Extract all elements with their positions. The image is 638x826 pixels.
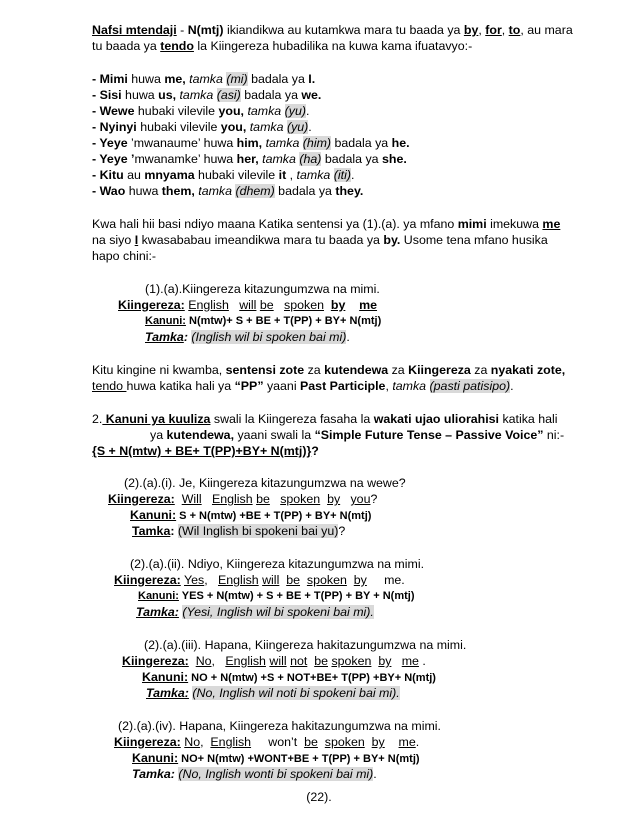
text: za bbox=[304, 363, 325, 377]
english-word: Will bbox=[181, 492, 202, 506]
pronoun-item bbox=[92, 88, 321, 103]
text: , bbox=[478, 23, 486, 37]
text: badala ya bbox=[321, 152, 383, 166]
example-kiingereza-line: Kiingereza: No, English won’t be spoken by me. bbox=[114, 735, 420, 749]
example-tamka-line: Tamka: (Wil Inglish bi spokeni bai yu)? bbox=[132, 524, 346, 538]
text: ni:- bbox=[543, 428, 565, 442]
english-word: Yes bbox=[184, 573, 205, 587]
text: . bbox=[350, 168, 355, 182]
pronunciation: (yu) bbox=[286, 120, 309, 134]
term: “PP” bbox=[234, 379, 264, 393]
kanuni-formula: NO+ N(mtw) +WONT+BE + T(PP) + BY+ N(mtj) bbox=[178, 753, 420, 765]
english-word: English bbox=[210, 735, 252, 749]
kanuni-label: Kanuni: bbox=[138, 590, 179, 602]
text: huwa bbox=[125, 184, 162, 198]
english-word: be bbox=[259, 298, 274, 312]
pronoun: - Yeye bbox=[92, 136, 128, 150]
english-word: will bbox=[262, 573, 280, 587]
kanuni-label: Kanuni: bbox=[130, 508, 177, 522]
object-pronoun: you, bbox=[218, 104, 244, 118]
text: badala ya bbox=[247, 72, 309, 86]
tamka-word: tamka bbox=[296, 168, 331, 182]
object-pronoun: them, bbox=[161, 184, 195, 198]
pronunciation: (Inglish wil bi spoken bai mi) bbox=[191, 330, 347, 344]
text: . bbox=[510, 379, 514, 393]
text: za bbox=[388, 363, 409, 377]
term-nafsi-mtendaji: Nafsi mtendaji bbox=[92, 23, 177, 37]
pronoun: - Mimi bbox=[92, 72, 128, 86]
text: 2. bbox=[92, 412, 103, 426]
text: badala ya bbox=[240, 88, 302, 102]
tamka-word: tamka bbox=[179, 88, 214, 102]
text: Kwa hali hii basi ndiyo maana Katika sentensi ya (1).(a). ya mfano bbox=[92, 217, 458, 231]
english-word: be bbox=[314, 654, 328, 668]
text: ? bbox=[338, 524, 346, 538]
example-sentence: (2).(a).(iii). Hapana, Kiingereza hakitazungumzwa na mimi. bbox=[144, 638, 467, 652]
term: wakati ujao uliorahisi bbox=[373, 412, 500, 426]
subject-pronoun: they. bbox=[335, 184, 364, 198]
english-word: by bbox=[371, 735, 385, 749]
example-tamka-line bbox=[136, 605, 374, 620]
pronunciation: (Yesi, Inglish wil bi spokeni bai mi). bbox=[182, 605, 374, 619]
kanuni-formula: YES + N(mtw) + S + BE + T(PP) + BY + N(mtj) bbox=[178, 590, 415, 602]
paragraph-line bbox=[92, 412, 558, 427]
english-word: by bbox=[327, 492, 341, 506]
text: badala ya bbox=[274, 184, 336, 198]
pronunciation: (Wil Inglish bi spokeni bai yu) bbox=[177, 524, 339, 538]
word-to: to bbox=[508, 23, 521, 37]
pronunciation: (mi) bbox=[226, 72, 248, 86]
pronunciation: (No, Inglish wil noti bi spokeni bai mi). bbox=[192, 686, 400, 700]
text: au bbox=[123, 168, 145, 182]
example-kiingereza-line: Kiingereza: No, English will not be spoken by me . bbox=[122, 654, 426, 668]
example-kiingereza-line: Kiingereza: Yes, English will be spoken by me. bbox=[114, 573, 405, 587]
example-kanuni-line bbox=[130, 508, 371, 524]
example-tamka-line: Tamka: (Inglish wil bi spoken bai mi). bbox=[145, 330, 350, 344]
text: ya bbox=[150, 428, 167, 442]
english-word: spoken bbox=[280, 492, 321, 506]
pronoun-item bbox=[92, 184, 363, 199]
tamka-word: tamka bbox=[262, 152, 296, 166]
word-tendo: tendo bbox=[160, 39, 194, 53]
term: kutendewa, bbox=[166, 428, 235, 442]
word-by: by. bbox=[383, 233, 401, 247]
example-kanuni-line bbox=[138, 589, 415, 604]
text: tu baada ya bbox=[92, 39, 161, 53]
english-word: by bbox=[378, 654, 392, 668]
term: Kanuni ya kuuliza bbox=[102, 412, 211, 426]
kanuni-label: Kanuni: bbox=[132, 751, 179, 765]
subject-pronoun: I. bbox=[308, 72, 316, 86]
intro-line-1 bbox=[92, 23, 573, 38]
word-me: me bbox=[542, 217, 561, 231]
english-word: me bbox=[401, 654, 419, 668]
example-kanuni-line bbox=[132, 751, 420, 767]
term: “Simple Future Tense – Passive Voice” bbox=[314, 428, 544, 442]
text: hubaki vilevile bbox=[194, 168, 279, 182]
term-nmtj: N(mtj) bbox=[187, 23, 224, 37]
text: kwasababau imeandikwa mara tu baada ya bbox=[138, 233, 384, 247]
text: mwanamke’ huwa bbox=[134, 152, 237, 166]
text: hubaki vilevile bbox=[134, 104, 219, 118]
english-word: me bbox=[398, 735, 416, 749]
kiingereza-label: Kiingereza: bbox=[118, 298, 185, 312]
text: katika hali bbox=[499, 412, 558, 426]
text: Kitu kingine ni kwamba, bbox=[92, 363, 226, 377]
kanuni-formula: NO + N(mtw) +S + NOT+BE+ T(PP) +BY+ N(mtj) bbox=[188, 672, 436, 684]
english-word: English bbox=[218, 573, 259, 587]
example-kanuni-line bbox=[142, 670, 436, 686]
english-word: by bbox=[353, 573, 367, 587]
tamka-word: tamka bbox=[249, 120, 284, 134]
subject-pronoun: she. bbox=[382, 152, 407, 166]
word-by: by bbox=[463, 23, 479, 37]
example-sentence: (2).(a).(iv). Hapana, Kiingereza hakitazungumzwa na mimi. bbox=[118, 719, 441, 733]
english-word: will bbox=[269, 654, 287, 668]
pronunciation: (pasti patisipo) bbox=[429, 379, 511, 393]
pronoun-item bbox=[92, 72, 315, 87]
text: ? bbox=[311, 444, 319, 458]
text: hubaki vilevile bbox=[136, 120, 221, 134]
kanuni-formula: S + N(mtw) +BE + T(PP) + BY+ N(mtj) bbox=[176, 510, 372, 522]
term: Kiingereza bbox=[408, 363, 471, 377]
english-word: English bbox=[188, 298, 229, 312]
tamka-word: tamka bbox=[189, 72, 223, 86]
tamka-label: Tamka: bbox=[132, 767, 175, 781]
paragraph-line bbox=[92, 363, 565, 378]
text: swali la Kiingereza fasaha la bbox=[210, 412, 374, 426]
english-word: be bbox=[286, 573, 301, 587]
paragraph-line bbox=[92, 217, 560, 232]
tamka-label: Tamka: bbox=[146, 686, 189, 700]
pronunciation: (iti) bbox=[333, 168, 351, 182]
term: kutendewa bbox=[324, 363, 389, 377]
pronoun-item bbox=[92, 168, 354, 183]
english-word: English bbox=[225, 654, 266, 668]
english-word: me bbox=[359, 298, 378, 312]
text: , au mara bbox=[520, 23, 573, 37]
text: ’mwanaume’ huwa bbox=[127, 136, 237, 150]
text: na siyo bbox=[92, 233, 135, 247]
example-kanuni-line bbox=[145, 314, 381, 329]
english-word: by bbox=[330, 298, 346, 312]
word-for: for bbox=[485, 23, 502, 37]
subject-pronoun: he. bbox=[391, 136, 410, 150]
pronunciation: (No, Inglish wonti bi spokeni bai mi) bbox=[178, 767, 374, 781]
example-kiingereza-line bbox=[108, 492, 377, 507]
paragraph-line: hapo chini:- bbox=[92, 249, 157, 263]
tamka-word: tamka bbox=[198, 184, 233, 198]
term: nyakati zote, bbox=[490, 363, 566, 377]
pronunciation: (dhem) bbox=[235, 184, 275, 198]
pronoun: - Yeye ’ bbox=[92, 152, 135, 166]
english-word: not bbox=[290, 654, 308, 668]
pronunciation: (him) bbox=[302, 136, 332, 150]
pronunciation: (asi) bbox=[216, 88, 241, 102]
pronoun: mnyama bbox=[144, 168, 195, 182]
text: . bbox=[305, 104, 310, 118]
object-pronoun: him, bbox=[236, 136, 263, 150]
text: imekuwa bbox=[486, 217, 543, 231]
text: - bbox=[176, 23, 188, 37]
pronunciation: (ha) bbox=[299, 152, 322, 166]
pronoun-item bbox=[92, 120, 312, 135]
word-tendo: tendo bbox=[92, 379, 127, 393]
text: , bbox=[286, 168, 297, 182]
text: . bbox=[308, 120, 312, 134]
english-word: spoken bbox=[306, 573, 347, 587]
tamka-label: Tamka bbox=[145, 330, 184, 344]
pronoun: - Wewe bbox=[92, 104, 135, 118]
object-pronoun: us, bbox=[158, 88, 177, 102]
english-word: be bbox=[256, 492, 270, 506]
text: , bbox=[501, 23, 509, 37]
pronoun-item bbox=[92, 152, 407, 167]
text: la Kiingereza hubadilika na kuwa kama ifuatavyo:- bbox=[193, 39, 473, 53]
english-word: will bbox=[239, 298, 257, 312]
english-word: spoken bbox=[324, 735, 365, 749]
english-word: No bbox=[195, 654, 212, 668]
tamka-label: Tamka bbox=[132, 524, 171, 538]
english-word: be bbox=[304, 735, 318, 749]
pronoun-item bbox=[92, 104, 309, 119]
kiingereza-label: Kiingereza: bbox=[114, 735, 181, 749]
tamka-word: tamka bbox=[392, 379, 427, 393]
object-pronoun: you, bbox=[220, 120, 247, 134]
text: , bbox=[385, 379, 393, 393]
example-sentence: (2).(a).(i). Je, Kiingereza kitazungumzwa na wewe? bbox=[124, 476, 406, 490]
example-kiingereza-line bbox=[118, 298, 377, 313]
text: huwa bbox=[121, 88, 159, 102]
english-word: you bbox=[350, 492, 371, 506]
text: yaani swali la bbox=[234, 428, 315, 442]
kanuni-formula: N(mtw)+ S + BE + T(PP) + BY+ N(mtj) bbox=[185, 315, 382, 327]
english-word: won’t bbox=[268, 735, 298, 749]
paragraph-line bbox=[150, 428, 564, 443]
kanuni-label: Kanuni: bbox=[145, 315, 186, 327]
pronoun: - Wao bbox=[92, 184, 126, 198]
english-word: No bbox=[184, 735, 201, 749]
tamka-word: tamka bbox=[265, 136, 300, 150]
example-sentence: (1).(a).Kiingereza kitazungumzwa na mimi. bbox=[145, 282, 380, 296]
term: Past Participle bbox=[300, 379, 386, 393]
formula-line bbox=[92, 444, 319, 459]
word-i: I bbox=[134, 233, 139, 247]
pronoun: - Nyinyi bbox=[92, 120, 137, 134]
english-word: English bbox=[211, 492, 253, 506]
pronoun: - Kitu bbox=[92, 168, 124, 182]
word-mimi: mimi bbox=[457, 217, 487, 231]
text: badala ya bbox=[331, 136, 392, 150]
kiingereza-label: Kiingereza: bbox=[108, 492, 175, 506]
text: huwa bbox=[127, 72, 165, 86]
text: yaani bbox=[263, 379, 301, 393]
example-tamka-line: Tamka: (No, Inglish wonti bi spokeni bai mi). bbox=[132, 767, 377, 781]
kanuni-label: Kanuni: bbox=[142, 670, 189, 684]
object-pronoun: her, bbox=[236, 152, 259, 166]
kiingereza-label: Kiingereza: bbox=[114, 573, 181, 587]
text: za bbox=[470, 363, 491, 377]
object-pronoun: it bbox=[278, 168, 287, 182]
pronunciation: (yu) bbox=[284, 104, 306, 118]
subject-pronoun: we. bbox=[301, 88, 322, 102]
formula: {S + N(mtw) + BE+ T(PP)+BY+ N(mtj)} bbox=[92, 444, 312, 458]
pronoun: - Sisi bbox=[92, 88, 122, 102]
kiingereza-label: Kiingereza: bbox=[122, 654, 189, 668]
text: huwa katika hali ya bbox=[126, 379, 235, 393]
example-tamka-line bbox=[146, 686, 400, 701]
example-sentence: (2).(a).(ii). Ndiyo, Kiingereza kitazungumzwa na mimi. bbox=[130, 557, 425, 571]
object-pronoun: me, bbox=[164, 72, 186, 86]
text: ? bbox=[370, 492, 378, 506]
english-word: spoken bbox=[284, 298, 324, 312]
tamka-label: Tamka: bbox=[136, 605, 179, 619]
page-number: (22). bbox=[306, 790, 332, 804]
paragraph-line bbox=[92, 233, 548, 248]
pronoun-item bbox=[92, 136, 410, 151]
text: Usome tena mfano husika bbox=[400, 233, 548, 247]
paragraph-line bbox=[92, 379, 514, 394]
english-word: me bbox=[384, 573, 402, 587]
text bbox=[426, 379, 429, 393]
intro-line-2 bbox=[92, 39, 472, 54]
text: ikiandikwa au kutamkwa mara tu baada ya bbox=[223, 23, 464, 37]
tamka-word: tamka bbox=[247, 104, 282, 118]
term: sentensi zote bbox=[225, 363, 305, 377]
english-word: spoken bbox=[331, 654, 372, 668]
